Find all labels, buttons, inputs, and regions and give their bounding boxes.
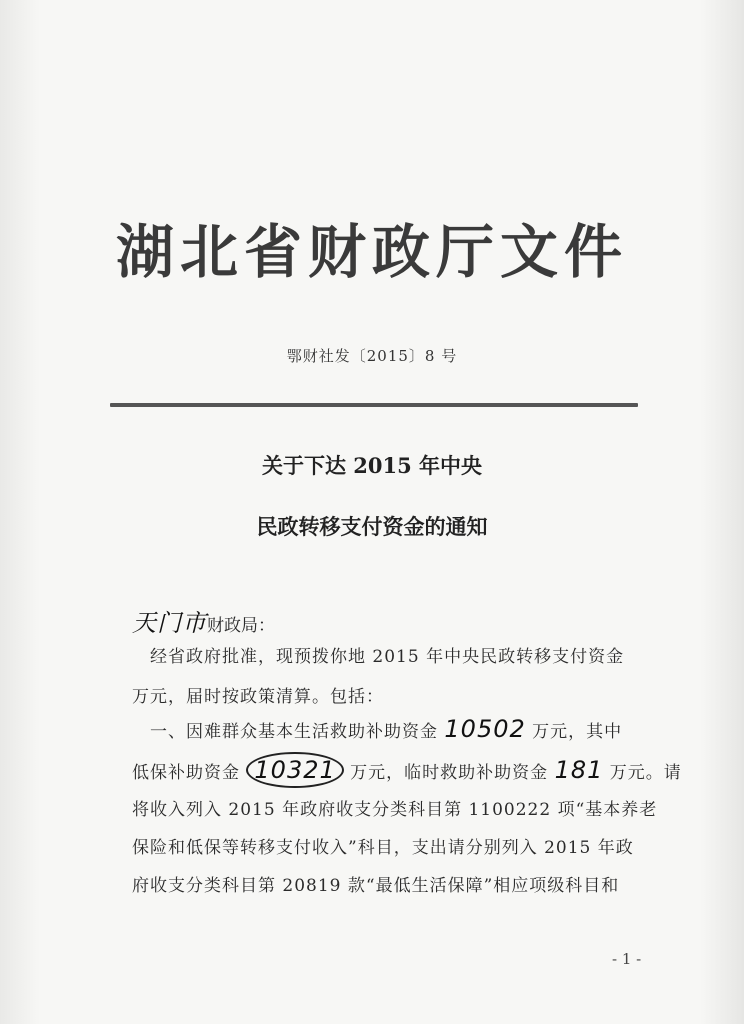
header-divider <box>110 403 638 407</box>
page-number: - 1 - <box>612 950 642 968</box>
handwritten-amount-circled: 10321 <box>246 752 343 788</box>
salutation-printed: 财政局： <box>207 616 275 636</box>
salutation <box>132 603 275 638</box>
handwritten-amount-temporary: 181 <box>554 756 604 784</box>
body-line-2: 万元，届时按政策清算。包括： <box>132 687 384 707</box>
body-line-3-text-a: 一、因难群众基本生活救助补助资金 <box>150 722 438 742</box>
body-line-1: 经省政府批准，现预拨你地 2015 年中央民政转移支付资金 <box>150 647 625 667</box>
body-line-4-text-c: 万元。请 <box>609 763 682 783</box>
handwritten-recipient: 天门市 <box>132 609 207 637</box>
subject-line-2: 民政转移支付资金的通知 <box>256 514 488 539</box>
handwritten-amount-total: 10502 <box>444 715 526 743</box>
document-header: 湖北省财政厅文件 <box>115 218 628 286</box>
body-line-5: 将收入列入 2015 年政府收支分类科目第 1100222 项“基本养老 <box>132 800 658 820</box>
body-line-7: 府收支分类科目第 20819 款“最低生活保障”相应项级科目和 <box>132 876 620 896</box>
document-number: 鄂财社发〔2015〕8 号 <box>286 347 458 365</box>
subject-line-1: 关于下达 2015 年中央 <box>261 453 483 478</box>
body-line-6: 保险和低保等转移支付收入”科目，支出请分别列入 2015 年政 <box>132 838 634 858</box>
body-line-3 <box>150 715 622 743</box>
body-line-3-text-b: 万元，其中 <box>532 722 623 742</box>
body-line-4-text-a: 低保补助资金 <box>132 763 240 783</box>
body-line-4 <box>132 752 682 788</box>
body-line-4-text-b: 万元，临时救助补助资金 <box>350 763 549 783</box>
